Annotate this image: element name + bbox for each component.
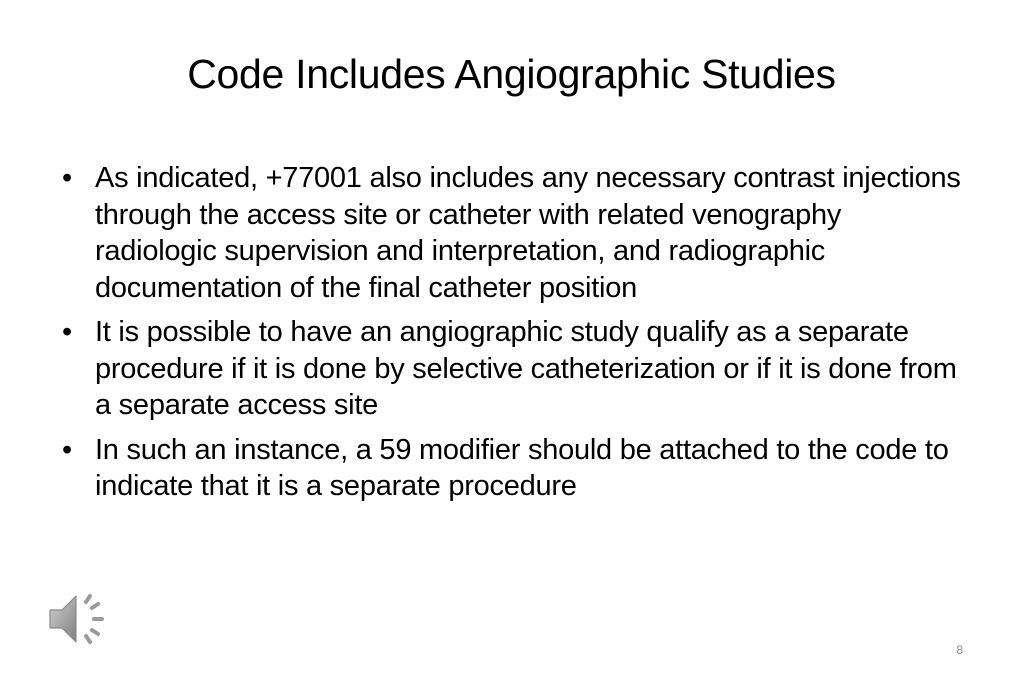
slide-title: Code Includes Angiographic Studies xyxy=(187,51,836,97)
slide-number: 8 xyxy=(956,643,963,657)
bullet-text: It is possible to have an angiographic study qualify as a separate procedure if it is done by selective catheterization or if it is done from a separate access site xyxy=(95,316,957,421)
bullet-item xyxy=(62,160,962,306)
bullet-list xyxy=(62,160,962,513)
bullet-text: As indicated, +77001 also includes any necessary contrast injections through the access site or catheter with related venography radiologic supervision and interpretation, and radiographic documentation of the final catheter position xyxy=(95,162,961,304)
speaker-sound-icon[interactable] xyxy=(46,588,112,650)
bullet-item xyxy=(62,432,962,505)
bullet-text: In such an instance, a 59 modifier should be attached to the code to indicate that it is a separate procedure xyxy=(95,433,949,502)
bullet-marker: • xyxy=(62,433,72,466)
bullet-item xyxy=(62,314,962,424)
bullet-marker: • xyxy=(62,162,72,194)
speaker-sound-icon-graphic xyxy=(46,588,112,650)
bullet-marker: • xyxy=(62,316,72,348)
